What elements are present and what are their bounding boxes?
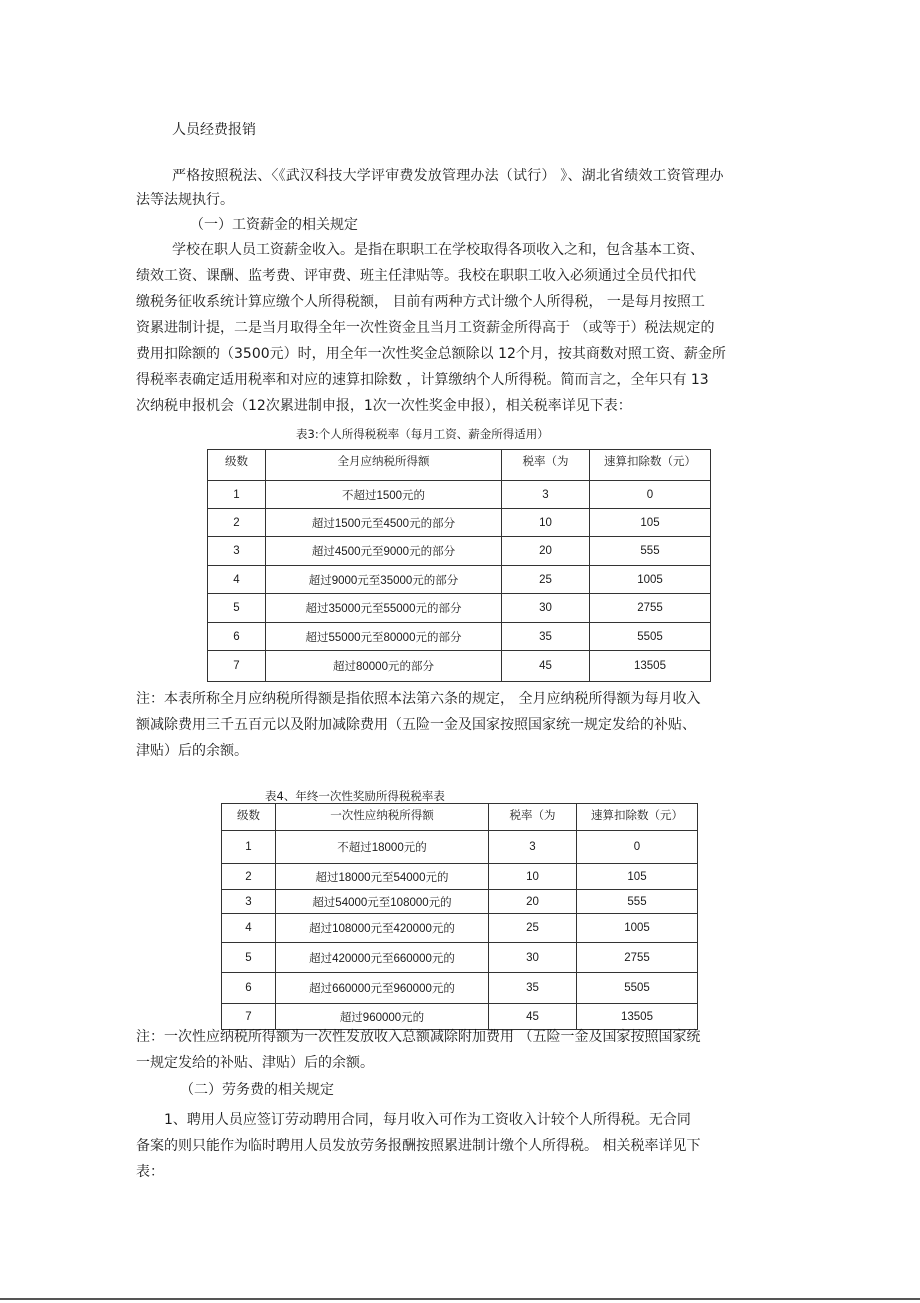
table-cell: 7 <box>222 1004 276 1030</box>
table3-header: 全月应纳税所得额 <box>266 450 502 481</box>
table-cell: 6 <box>222 973 276 1004</box>
table-row <box>222 943 698 973</box>
note1-line: 津贴）后的余额。 <box>136 743 248 759</box>
section1-line: 得税率表确定适用税率和对应的速算扣除数 ，计算缴纳个人所得税。简而言之，全年只有 13 <box>136 372 709 388</box>
table-cell: 不超过1500元的 <box>266 481 502 509</box>
table-cell: 超过660000元至960000元的 <box>276 973 489 1004</box>
table-row <box>208 509 711 537</box>
table-cell: 5505 <box>590 623 711 651</box>
table-cell: 超过54000元至108000元的 <box>276 890 489 914</box>
table-cell: 20 <box>502 537 590 566</box>
intro-line-1: 严格按照税法、〈《武汉科技大学评审费发放管理办法（试行） 》、湖北省绩效工资管理办 <box>172 168 724 184</box>
section2-heading: （二）劳务费的相关规定 <box>180 1082 334 1098</box>
table-cell: 13505 <box>577 1004 698 1030</box>
section1-line: 缴税务征收系统计算应缴个人所得税额， 目前有两种方式计缴个人所得税， 一是每月按照工 <box>136 294 705 310</box>
table3-header: 级数 <box>208 450 266 481</box>
table-cell: 30 <box>502 594 590 623</box>
table-cell: 超过960000元的 <box>276 1004 489 1030</box>
table-cell: 4 <box>222 914 276 943</box>
table-row <box>222 914 698 943</box>
table-cell: 0 <box>590 481 711 509</box>
table4-caption: 表4、年终一次性奖励所得税税率表 <box>265 789 445 803</box>
table-row <box>208 566 711 594</box>
table-row <box>208 537 711 566</box>
table-row <box>222 864 698 890</box>
table-cell: 超过108000元至420000元的 <box>276 914 489 943</box>
section-title: 人员经费报销 <box>172 122 256 138</box>
table-cell: 5 <box>208 594 266 623</box>
table-cell: 2755 <box>577 943 698 973</box>
table-cell: 20 <box>489 890 577 914</box>
table-cell: 4 <box>208 566 266 594</box>
table4-header: 一次性应纳税所得额 <box>276 804 489 831</box>
note1-line: 注：本表所称全月应纳税所得额是指依照本法第六条的规定， 全月应纳税所得额为每月收入 <box>136 691 701 707</box>
section2-line: 表： <box>136 1164 164 1180</box>
table-cell: 3 <box>222 890 276 914</box>
table-cell: 10 <box>502 509 590 537</box>
tax-table-bonus <box>221 803 698 1030</box>
table-row <box>222 890 698 914</box>
section1-line: 费用扣除额的（3500元）时，用全年一次性奖金总额除以 12个月，按其商数对照工资、薪金所 <box>136 346 726 362</box>
table-cell: 30 <box>489 943 577 973</box>
table-cell: 555 <box>590 537 711 566</box>
table-cell: 25 <box>502 566 590 594</box>
table-cell: 超过18000元至54000元的 <box>276 864 489 890</box>
table-row <box>208 481 711 509</box>
section2-line: 备案的则只能作为临时聘用人员发放劳务报酬按照累进制计缴个人所得税。 相关税率详见下 <box>136 1138 701 1154</box>
table4-header: 税率（为 <box>489 804 577 831</box>
table-cell: 1 <box>208 481 266 509</box>
table-cell: 10 <box>489 864 577 890</box>
table-row <box>208 623 711 651</box>
table-cell: 超过9000元至35000元的部分 <box>266 566 502 594</box>
table4-header: 级数 <box>222 804 276 831</box>
table-cell: 45 <box>502 651 590 682</box>
table3-header: 税率（为 <box>502 450 590 481</box>
table-cell: 3 <box>502 481 590 509</box>
table-cell: 超过35000元至55000元的部分 <box>266 594 502 623</box>
table-cell: 1005 <box>577 914 698 943</box>
section1-line: 次纳税申报机会（12次累进制申报，1次一次性奖金申报），相关税率详见下表： <box>136 398 632 414</box>
table-cell: 超过420000元至660000元的 <box>276 943 489 973</box>
table-cell: 35 <box>489 973 577 1004</box>
table-cell: 1005 <box>590 566 711 594</box>
table3-caption: 表3:个人所得税税率（每月工资、薪金所得适用） <box>296 427 549 441</box>
table-row <box>208 594 711 623</box>
table-cell: 超过1500元至4500元的部分 <box>266 509 502 537</box>
table-cell: 7 <box>208 651 266 682</box>
tax-table-monthly <box>207 449 711 682</box>
table4-header: 速算扣除数（元） <box>577 804 698 831</box>
section1-heading: （一）工资薪金的相关规定 <box>190 217 358 233</box>
table-cell: 5 <box>222 943 276 973</box>
table3-header: 速算扣除数（元） <box>590 450 711 481</box>
section2-line: 1、聘用人员应签订劳动聘用合同，每月收入可作为工资收入计较个人所得税。无合同 <box>164 1112 691 1128</box>
table-cell: 35 <box>502 623 590 651</box>
note2-line: 一规定发给的补贴、津贴）后的余额。 <box>136 1055 374 1071</box>
table-cell: 3 <box>489 831 577 864</box>
table-cell: 45 <box>489 1004 577 1030</box>
section1-line: 绩效工资、课酬、监考费、评审费、班主任津贴等。我校在职职工收入必须通过全员代扣代 <box>136 268 696 284</box>
table-cell: 555 <box>577 890 698 914</box>
table-cell: 25 <box>489 914 577 943</box>
table-cell: 105 <box>577 864 698 890</box>
note2-line: 注：一次性应纳税所得额为一次性发放收入总额减除附加费用 （五险一金及国家按照国家统 <box>136 1029 701 1045</box>
table-row <box>222 973 698 1004</box>
table-cell: 0 <box>577 831 698 864</box>
intro-line-2: 法等法规执行。 <box>136 192 234 208</box>
table-cell: 不超过18000元的 <box>276 831 489 864</box>
note1-line: 额减除费用三千五百元以及附加减除费用（五险一金及国家按照国家统一规定发给的补贴、 <box>136 717 696 733</box>
table-cell: 2 <box>208 509 266 537</box>
table-row <box>222 1004 698 1030</box>
table-cell: 13505 <box>590 651 711 682</box>
table-cell: 2 <box>222 864 276 890</box>
table-row <box>208 651 711 682</box>
table-cell: 3 <box>208 537 266 566</box>
table-cell: 超过55000元至80000元的部分 <box>266 623 502 651</box>
table-cell: 5505 <box>577 973 698 1004</box>
section1-line: 学校在职人员工资薪金收入。是指在职职工在学校取得各项收入之和，包含基本工资、 <box>172 242 704 258</box>
table-cell: 超过4500元至9000元的部分 <box>266 537 502 566</box>
table-cell: 1 <box>222 831 276 864</box>
page-bottom-rule <box>0 1298 920 1300</box>
table-cell: 超过80000元的部分 <box>266 651 502 682</box>
table-cell: 105 <box>590 509 711 537</box>
section1-line: 资累进制计提，二是当月取得全年一次性资金且当月工资薪金所得高于 （或等于）税法规定的 <box>136 320 715 336</box>
table-row <box>222 831 698 864</box>
table-cell: 2755 <box>590 594 711 623</box>
table-cell: 6 <box>208 623 266 651</box>
